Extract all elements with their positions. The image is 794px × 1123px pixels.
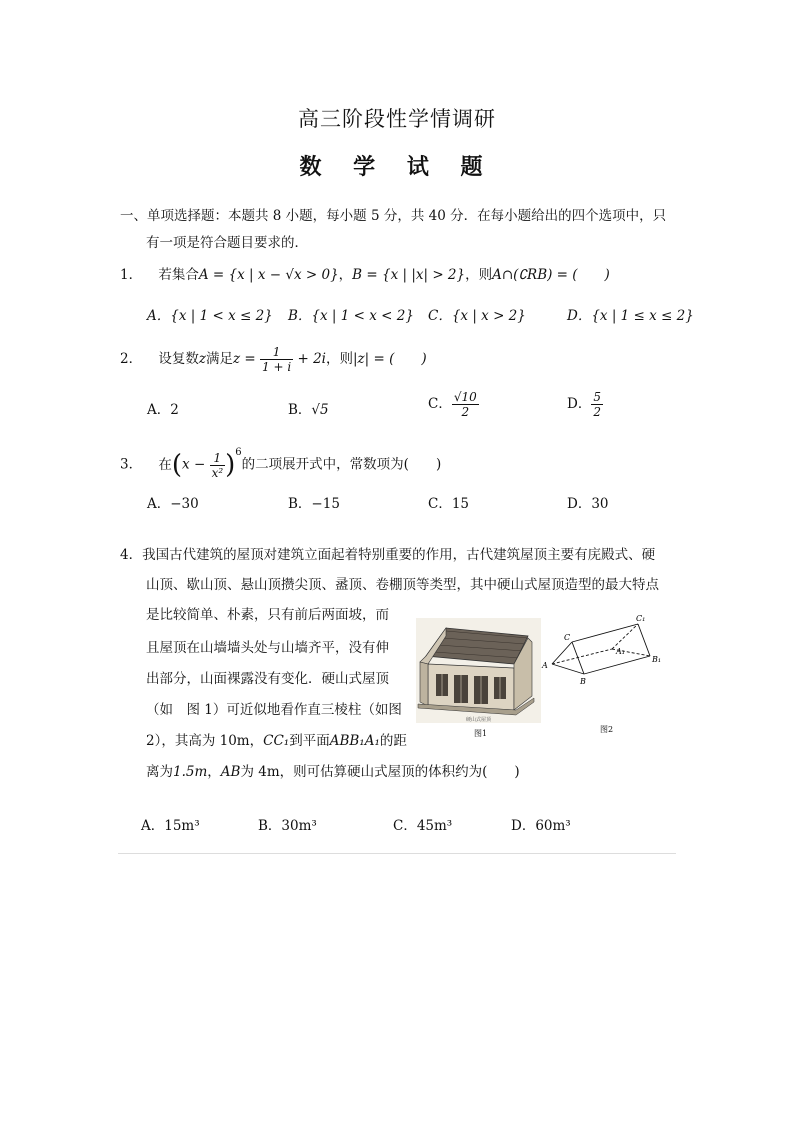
figure-1-building-illustration xyxy=(416,618,541,740)
question-1-option-c: C．{x | x > 2} xyxy=(428,308,526,324)
question-4-line3: 是比较简单、朴素，只有前后两面坡，而 xyxy=(146,607,389,623)
figure-2-label-b1: B₁ xyxy=(652,655,662,664)
question-4-line8 xyxy=(146,762,520,782)
question-1-expression: A∩(∁RB) = ( ) xyxy=(492,267,610,283)
question-4-line2: 山顶、歇山顶、悬山顶攒尖顶、盝顶、卷棚顶等类型，其中硬山式屋顶造型的最大特点 xyxy=(146,577,659,593)
question-3-paren-close: ) xyxy=(225,450,236,480)
question-1-option-a: A．{x | 1 < x ≤ 2} xyxy=(147,308,273,324)
question-2-option-c xyxy=(428,390,479,419)
question-4-line7-cc1: CC₁ xyxy=(263,733,290,749)
question-3-option-b: B．−15 xyxy=(288,496,340,512)
question-2-option-d-fraction xyxy=(591,390,603,419)
question-1-number: 1． xyxy=(120,267,143,283)
question-2-option-a: A．2 xyxy=(147,402,179,418)
question-4-line7-e: 的距 xyxy=(379,733,407,749)
question-2-text-a: 设复数 xyxy=(158,351,199,367)
question-2-option-b-label: B． xyxy=(288,402,312,418)
question-3-number: 3． xyxy=(120,456,143,473)
question-3-fraction-den: x² xyxy=(211,465,224,480)
question-4-line4: 且屋顶在山墙墙头处与山墙齐平，没有伸 xyxy=(146,640,389,656)
question-1-sep: ， xyxy=(338,267,353,283)
question-2-option-d-label: D． xyxy=(567,396,592,412)
question-4-line8-ab: AB xyxy=(220,764,241,780)
question-1-set-a: A = {x | x − √x > 0} xyxy=(198,267,339,283)
question-2-fraction xyxy=(260,345,293,374)
question-3-text-b: 的二项展开式中，常数项为( ) xyxy=(241,456,442,473)
question-2-abs: |z| = ( ) xyxy=(353,351,427,367)
figure-2-label-b: B xyxy=(580,677,586,686)
question-3-stem xyxy=(120,444,441,482)
question-3-paren-open: ( xyxy=(171,450,183,480)
document-title: 高三阶段性学情调研 xyxy=(298,107,496,131)
question-2-option-c-label: C． xyxy=(428,396,452,412)
question-2-stem xyxy=(120,342,427,376)
document-subtitle: 数 学 试 题 xyxy=(299,154,495,180)
question-3-option-a: A．−30 xyxy=(147,496,199,512)
figure-1-caption: 图1 xyxy=(474,729,488,738)
question-4-number: 4． xyxy=(120,547,143,563)
question-3-x: x − xyxy=(182,456,206,473)
figure-2-label-a: A xyxy=(542,661,548,670)
question-2-text-b: 满足 xyxy=(206,351,234,367)
question-4-line8-e: 为 4m，则可估算硬山式屋顶的体积约为( ) xyxy=(240,764,520,780)
question-4-option-a: A．15m³ xyxy=(141,818,200,834)
question-1-stem xyxy=(120,265,610,285)
question-4-line8-distance: 1.5m xyxy=(173,764,208,780)
question-4-line8-c: ， xyxy=(207,764,221,780)
question-2-var: z xyxy=(198,351,207,367)
question-1-text-b: ，则 xyxy=(465,267,493,283)
question-4-line1 xyxy=(120,545,655,565)
question-2-lhs: z = xyxy=(233,351,256,367)
question-3-exponent: 6 xyxy=(235,447,242,458)
question-4-line7-a: 2），其高为 10m， xyxy=(146,733,264,749)
question-3-text-a: 在 xyxy=(158,456,172,473)
figure-2-label-a1: A₁ xyxy=(616,647,625,656)
question-3-option-d: D．30 xyxy=(567,496,609,512)
question-2-fraction-num: 1 xyxy=(260,345,293,360)
question-2-rhs: + 2i xyxy=(297,351,326,367)
question-4-line5: 出部分，山面裸露没有变化．硬山式屋顶 xyxy=(146,671,389,687)
question-1-set-b: B = {x | |x| > 2} xyxy=(352,267,466,283)
question-3-fraction-num: 1 xyxy=(210,451,226,466)
question-2-option-c-den: 2 xyxy=(461,405,470,419)
figure-2-label-c1: C₁ xyxy=(636,614,646,623)
figure-2-prism-diagram xyxy=(540,612,670,740)
question-4-line6: （如 图 1）可近似地看作直三棱柱（如图 xyxy=(146,702,402,718)
figure-2-label-c: C xyxy=(564,633,571,642)
question-4-line1-text: 我国古代建筑的屋顶对建筑立面起着特别重要的作用，古代建筑屋顶主要有庑殿式、硬 xyxy=(142,547,656,563)
question-4-option-b: B．30m³ xyxy=(258,818,317,834)
question-3-fraction xyxy=(210,451,226,480)
question-4-line7-plane: ABB₁A₁ xyxy=(329,733,380,749)
question-2-option-b-value: √5 xyxy=(311,402,329,418)
question-2-option-c-fraction xyxy=(452,390,479,419)
question-4-line8-a: 离为 xyxy=(146,764,173,780)
question-4-option-d: D．60m³ xyxy=(511,818,571,834)
question-3-option-c: C．15 xyxy=(428,496,470,512)
figure-2-caption: 图2 xyxy=(600,725,614,734)
question-2-option-b xyxy=(288,398,329,418)
page-divider xyxy=(118,853,676,854)
question-1-text-a: 若集合 xyxy=(158,267,199,283)
question-2-option-d xyxy=(567,390,603,419)
question-2-number: 2． xyxy=(120,351,143,367)
question-1-option-d: D．{x | 1 ≤ x ≤ 2} xyxy=(567,308,694,324)
question-2-option-c-num: √10 xyxy=(453,390,477,404)
question-4-option-c: C．45m³ xyxy=(393,818,453,834)
question-1-option-b: B．{x | 1 < x < 2} xyxy=(288,308,414,324)
question-2-option-d-den: 2 xyxy=(593,405,601,419)
question-2-option-d-num: 5 xyxy=(593,390,601,404)
question-2-fraction-den: 1 + i xyxy=(262,360,292,374)
question-4-line7 xyxy=(146,731,407,751)
question-4-line7-c: 到平面 xyxy=(289,733,330,749)
section-heading-line1: 一、单项选择题：本题共 8 小题，每小题 5 分，共 40 分．在每小题给出的四个选项中，只 xyxy=(120,208,667,224)
figure-1-inner-caption: 硬山式屋顶 xyxy=(466,717,492,723)
question-2-text-c: ，则 xyxy=(326,351,353,367)
section-heading-line2: 有一项是符合题目要求的． xyxy=(146,235,308,251)
